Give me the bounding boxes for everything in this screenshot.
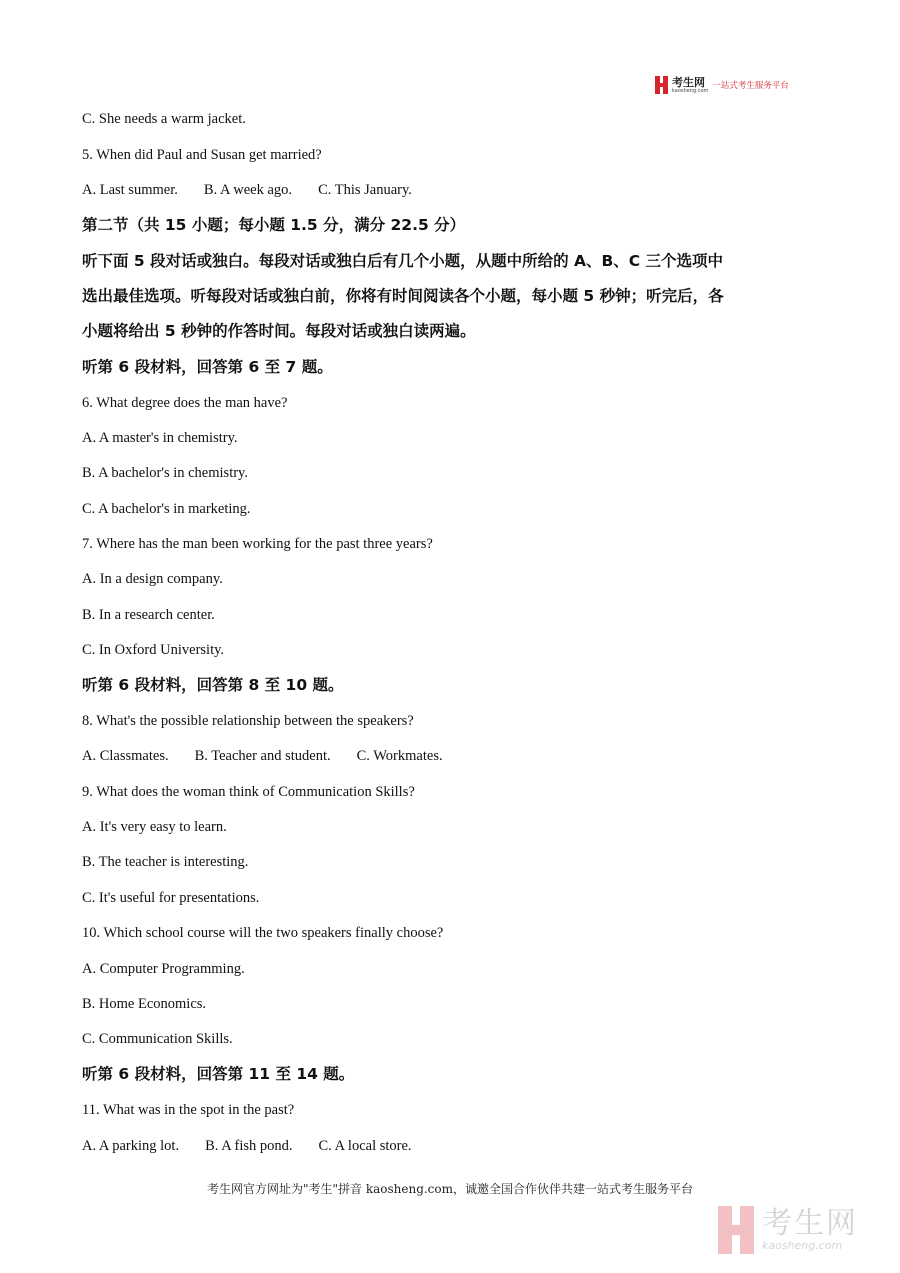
- part-heading-6-7: 听第 6 段材料，回答第 6 至 7 题。: [82, 358, 333, 376]
- question-11: 11. What was in the spot in the past?: [82, 1102, 295, 1118]
- question-9: 9. What does the woman think of Communication Skills?: [82, 784, 415, 800]
- logo-domain: kaosheng.com: [672, 87, 709, 94]
- q6-option-b: B. A bachelor's in chemistry.: [82, 465, 248, 481]
- question-7: 7. Where has the man been working for the past three years?: [82, 536, 433, 552]
- watermark-logo-icon: [718, 1206, 756, 1254]
- q11-option-b: B. A fish pond.: [205, 1138, 293, 1154]
- q10-option-c: C. Communication Skills.: [82, 1031, 233, 1047]
- q9-option-c: C. It's useful for presentations.: [82, 890, 260, 906]
- instruction-line-1: 听下面 5 段对话或独白。每段对话或独白后有几个小题，从题中所给的 A、B、C 三个选项中: [82, 252, 724, 270]
- q6-option-a: A. A master's in chemistry.: [82, 430, 238, 446]
- watermark-domain: kaosheng.com: [762, 1238, 843, 1252]
- q10-option-a: A. Computer Programming.: [82, 961, 245, 977]
- q11-option-a: A. A parking lot.: [82, 1138, 180, 1154]
- section-title: 第二节（共 15 小题；每小题 1.5 分，满分 22.5 分）: [82, 216, 466, 234]
- logo-name: 考生网: [672, 75, 705, 89]
- q5-options: [82, 180, 412, 200]
- q8-option-a: A. Classmates.: [82, 748, 169, 764]
- instruction-line-3: 小题将给出 5 秒钟的作答时间。每段对话或独白读两遍。: [82, 322, 476, 340]
- q7-option-a: A. In a design company.: [82, 571, 223, 587]
- q4-option-c: C. She needs a warm jacket.: [82, 111, 246, 127]
- q7-option-b: B. In a research center.: [82, 607, 215, 623]
- question-10: 10. Which school course will the two speakers finally choose?: [82, 925, 444, 941]
- q8-options: [82, 746, 443, 766]
- q8-option-b: B. Teacher and student.: [194, 748, 331, 764]
- q7-option-c: C. In Oxford University.: [82, 642, 225, 658]
- watermark-name: 考生网: [762, 1205, 858, 1241]
- q5-option-a: A. Last summer.: [82, 182, 178, 198]
- question-5: 5. When did Paul and Susan get married?: [82, 147, 322, 163]
- q11-option-c: C. A local store.: [318, 1138, 412, 1154]
- footer-text: 考生网官方网址为"考生"拼音 kaosheng.com，诚邀全国合作伙伴共建一站式考生服务平台: [206, 1182, 694, 1196]
- part-heading-8-10: 听第 6 段材料，回答第 8 至 10 题。: [82, 676, 344, 694]
- q10-option-b: B. Home Economics.: [82, 996, 207, 1012]
- logo-slogan: 一站式考生服务平台: [712, 81, 789, 91]
- q5-option-c: C. This January.: [318, 182, 412, 198]
- instruction-line-2: 选出最佳选项。听每段对话或独白前，你将有时间阅读各个小题，每小题 5 秒钟；听完后，各: [82, 287, 724, 305]
- q9-option-b: B. The teacher is interesting.: [82, 854, 249, 870]
- q8-option-c: C. Workmates.: [356, 748, 443, 764]
- q11-options: [82, 1136, 412, 1156]
- watermark: [718, 1206, 858, 1254]
- question-6: 6. What degree does the man have?: [82, 395, 288, 411]
- part-heading-11-14: 听第 6 段材料，回答第 11 至 14 题。: [82, 1065, 355, 1083]
- logo-icon: [655, 76, 669, 94]
- q5-option-b: B. A week ago.: [203, 182, 293, 198]
- q9-option-a: A. It's very easy to learn.: [82, 819, 227, 835]
- q6-option-c: C. A bachelor's in marketing.: [82, 501, 251, 517]
- question-8: 8. What's the possible relationship between the speakers?: [82, 713, 414, 729]
- header-logo: [655, 74, 789, 96]
